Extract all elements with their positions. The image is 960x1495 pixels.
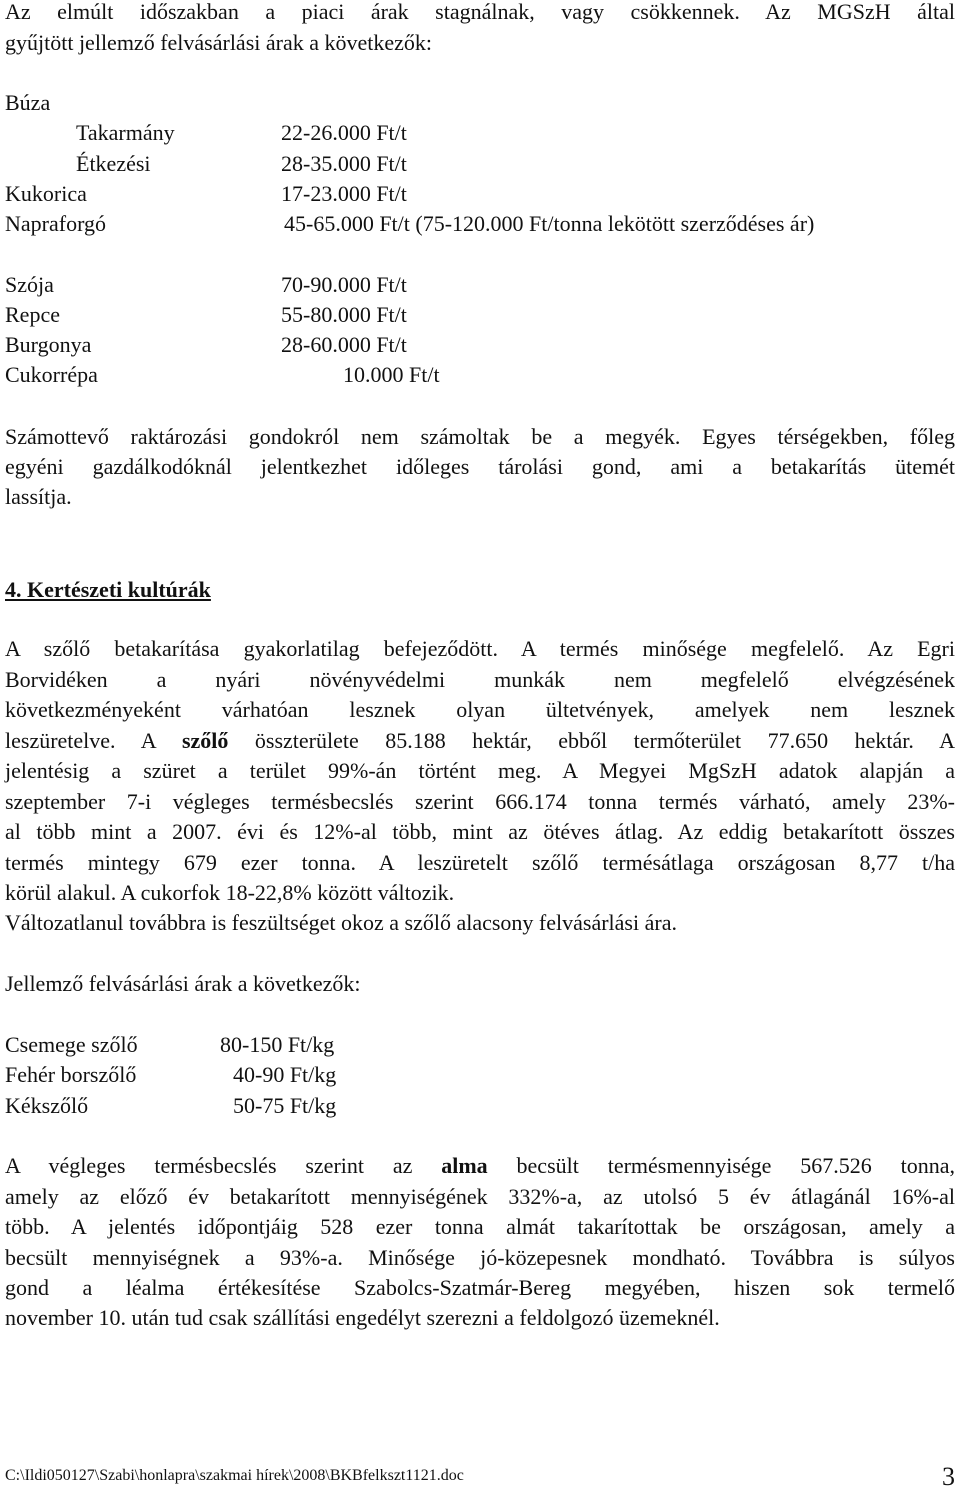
price-label-szoja: Szója [5,272,54,297]
apple-line-1-end: becsült termésmennyisége 567.526 tonna, [487,1153,955,1178]
storage-line-2: egyéni gazdálkodóknál jelentkezhet időleges tárolási gond, ami a betakarítás ütemét [5,454,955,479]
grape-price-label-kek: Kékszőlő [5,1093,89,1118]
price-value-takarmany: 22-26.000 Ft/t [281,120,407,145]
price-value-etkezesi: 28-35.000 Ft/t [281,151,407,176]
grape-price-value-feher: 40-90 Ft/kg [233,1062,337,1087]
grape-para-2: Változatlanul továbbra is feszültséget okoz a szőlő alacsony felvásárlási ára. [5,910,677,935]
price-value-repce: 55-80.000 Ft/t [281,302,407,327]
grape-para-line-3: következményeként várhatóan lesznek olyan ültetvények, amelyek nem lesznek [5,697,955,722]
price-value-kukorica: 17-23.000 Ft/t [281,181,407,206]
footer-file-path: C:\Ildi050127\Szabi\honlapra\szakmai hírek\2008\BKBfelkszt1121.doc [5,1467,464,1484]
grape-prices-intro: Jellemző felvásárlási árak a következők: [5,971,361,996]
price-value-napraforgo: 45-65.000 Ft/t (75-120.000 Ft/tonna lekötött szerződéses ár) [284,211,815,236]
grape-para-line-5: jelentésig a szüret a terület 99%-án történt meg. A Megyei MgSzH adatok alapján a [5,758,955,783]
apple-para-line-2: amely az előző év betakarított mennyiségének 332%-a, az utolsó 5 év átlagánál 16%-al [5,1184,955,1209]
grape-price-label-feher: Fehér borszőlő [5,1062,137,1087]
apple-para-line-4: becsült mennyiségnek a 93%-a. Minősége jó-közepesnek mondható. Továbbra is súlyos [5,1245,955,1270]
apple-para-line-1 [5,1151,955,1181]
price-value-burgonya: 28-60.000 Ft/t [281,332,407,357]
apple-para-line-5: gond a léalma értékesítése Szabolcs-Szatmár-Bereg megyében, hiszen sok termelő [5,1275,955,1300]
storage-line-3: lassítja. [5,484,72,509]
grape-para-line-9: körül alakul. A cukorfok 18-22,8% között változik. [5,880,455,905]
grape-para-line-6: szeptember 7-i végleges termésbecslés szerint 666.174 tonna termés várható, amely 23%- [5,789,955,814]
apple-line-1-start: A végleges termésbecslés szerint az [5,1153,442,1178]
apple-bold-word: alma [441,1153,488,1178]
apple-para-line-6: november 10. után tud csak szállítási engedélyt szerezni a feldolgozó üzemeknél. [5,1305,720,1330]
price-label-etkezesi: Étkezési [76,151,151,176]
grape-para-line-2: Borvidéken a nyári növényvédelmi munkák nem megfelelő elvégzésének [5,667,955,692]
grape-para-line-8: termés mintegy 679 ezer tonna. A leszüretelt szőlő termésátlaga országosan 8,77 t/ha [5,850,955,875]
price-label-repce: Repce [5,302,60,327]
grape-price-value-csemege: 80-150 Ft/kg [220,1032,335,1057]
grape-para-line-1: A szőlő betakarítása gyakorlatilag befejeződött. A termés minősége megfelelő. Az Egri [5,636,955,661]
price-label-kukorica: Kukorica [5,181,87,206]
price-label-takarmany: Takarmány [76,120,175,145]
price-value-cukorrepa: 10.000 Ft/t [343,362,440,387]
grape-para-line-7: al több mint a 2007. évi és 12%-al több, mint az ötéves átlag. Az eddig betakarított összes [5,819,955,844]
grape-price-label-csemege: Csemege szőlő [5,1032,138,1057]
intro-line-2: gyűjtött jellemző felvásárlási árak a következők: [5,30,433,55]
grape-price-value-kek: 50-75 Ft/kg [233,1093,337,1118]
price-label-cukorrepa: Cukorrépa [5,362,98,387]
price-heading-buza: Búza [5,90,51,115]
page-number: 3 [942,1462,955,1491]
apple-para-line-3: több. A jelentés időpontjáig 528 ezer tonna almát takarítottak be országosan, amely a [5,1214,955,1239]
storage-line-1: Számottevő raktározási gondokról nem számoltak be a megyék. Egyes térségekben, főleg [5,424,955,449]
price-label-napraforgo: Napraforgó [5,211,106,236]
grape-bold-word: szőlő [181,728,229,753]
section-heading: 4. Kertészeti kultúrák [5,577,211,602]
price-label-burgonya: Burgonya [5,332,92,357]
grape-para-line-4 [5,726,955,756]
grape-line-4-start: leszüretelve. A [5,728,182,753]
intro-line-1: Az elmúlt időszakban a piaci árak stagnálnak, vagy csökkennek. Az MGSzH által [5,0,955,24]
grape-line-4-end: összterülete 85.188 hektár, ebből termőterület 77.650 hektár. A [228,728,955,753]
price-value-szoja: 70-90.000 Ft/t [281,272,407,297]
